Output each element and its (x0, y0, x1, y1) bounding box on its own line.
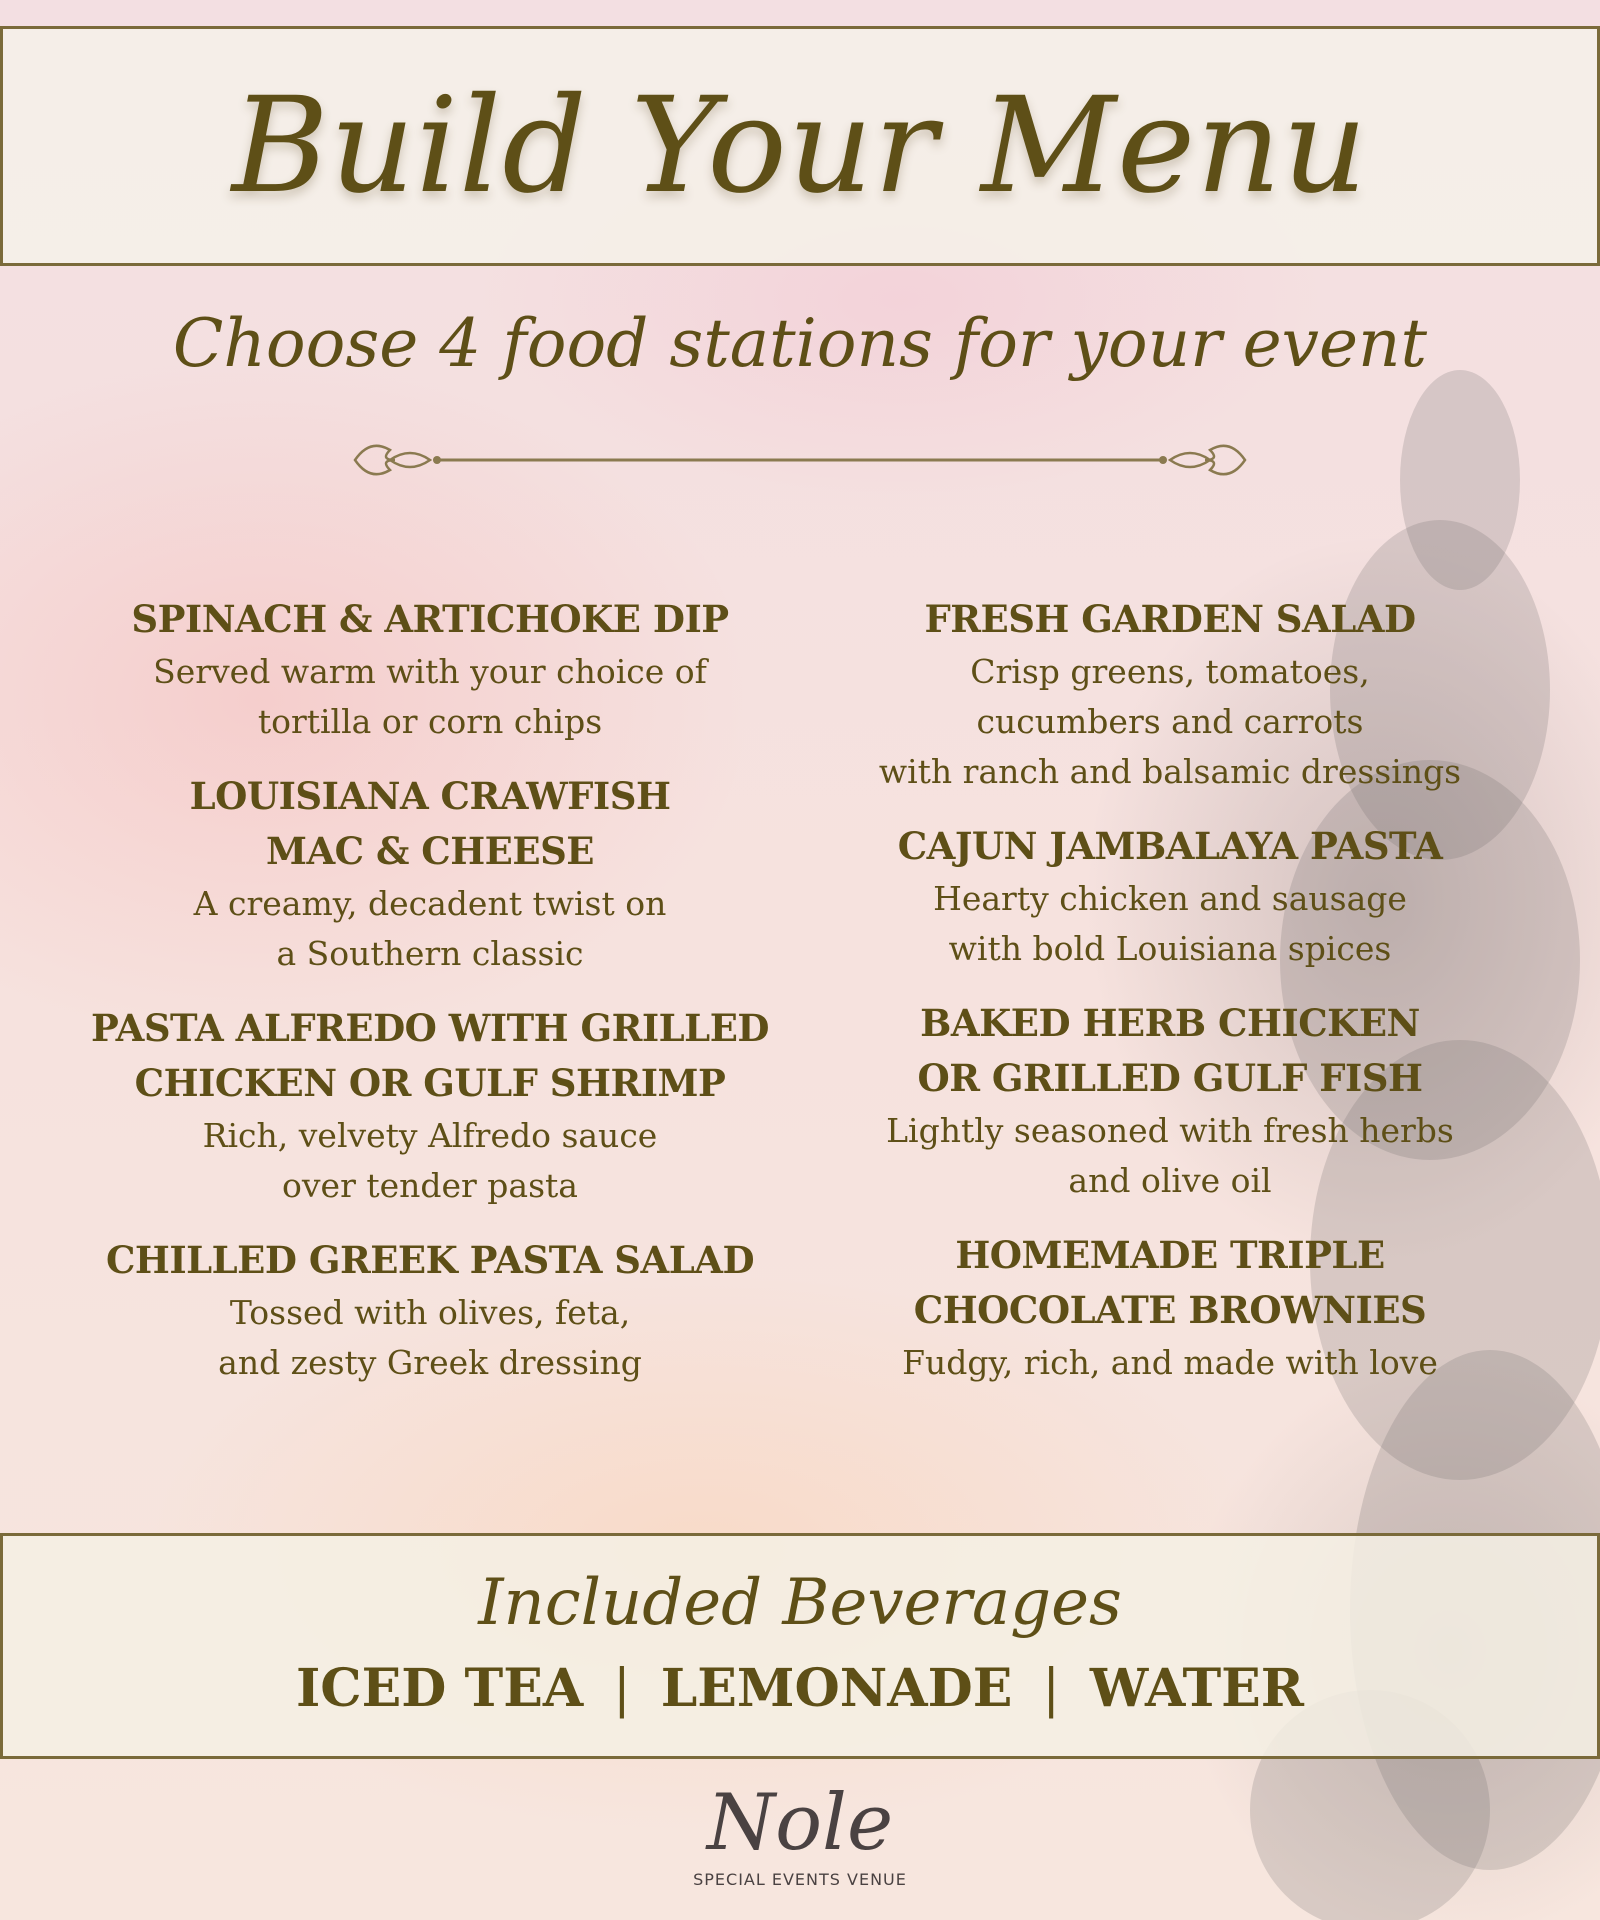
venue-logo (690, 1778, 910, 1889)
beverages-banner (0, 1533, 1600, 1759)
separator: | (1042, 1658, 1060, 1719)
separator: | (613, 1658, 631, 1719)
station-name: LOUISIANA CRAWFISH MAC & CHEESE (189, 774, 671, 873)
beverages-title: Included Beverages (478, 1566, 1122, 1640)
station-item (80, 1001, 780, 1211)
station-description: A creamy, decadent twist on a Southern classic (193, 884, 667, 973)
station-item (80, 769, 780, 979)
beverage-item: LEMONADE (660, 1658, 1013, 1719)
station-description: Lightly seasoned with fresh herbs and olive oil (886, 1111, 1454, 1200)
page-title: Build Your Menu (231, 69, 1369, 223)
station-name: BAKED HERB CHICKEN OR GRILLED GULF FISH (917, 1001, 1423, 1100)
station-description: Rich, velvety Alfredo sauce over tender pasta (202, 1116, 658, 1205)
title-banner (0, 26, 1600, 266)
station-description: Tossed with olives, feta, and zesty Greek dressing (218, 1293, 642, 1382)
stations-left-column (80, 592, 780, 1410)
logo-mark: Nole (706, 1778, 894, 1868)
stations-right-column (820, 592, 1520, 1410)
station-name: SPINACH & ARTICHOKE DIP (131, 597, 729, 641)
beverage-item: ICED TEA (295, 1658, 584, 1719)
station-item (80, 592, 780, 747)
station-name: FRESH GARDEN SALAD (924, 597, 1416, 641)
station-name: CAJUN JAMBALAYA PASTA (897, 824, 1443, 868)
station-name: PASTA ALFREDO WITH GRILLED CHICKEN OR GULF SHRIMP (90, 1006, 769, 1105)
station-description: Served warm with your choice of tortilla or corn chips (153, 652, 707, 741)
station-item (820, 1228, 1520, 1388)
ornamental-divider (345, 430, 1255, 490)
station-item (80, 1233, 780, 1388)
station-name: CHILLED GREEK PASTA SALAD (105, 1238, 755, 1282)
station-description: Hearty chicken and sausage with bold Louisiana spices (933, 879, 1407, 968)
station-item (820, 996, 1520, 1206)
beverage-item: WATER (1089, 1658, 1305, 1719)
station-name: HOMEMADE TRIPLE CHOCOLATE BROWNIES (913, 1233, 1427, 1332)
logo-tagline: SPECIAL EVENTS VENUE (693, 1870, 907, 1889)
station-item (820, 819, 1520, 974)
station-description: Crisp greens, tomatoes, cucumbers and carrots with ranch and balsamic dressings (878, 652, 1462, 791)
station-item (820, 592, 1520, 797)
beverages-list (3, 1658, 1597, 1719)
page-subtitle: Choose 4 food stations for your event (172, 305, 1428, 382)
station-description: Fudgy, rich, and made with love (902, 1343, 1438, 1382)
